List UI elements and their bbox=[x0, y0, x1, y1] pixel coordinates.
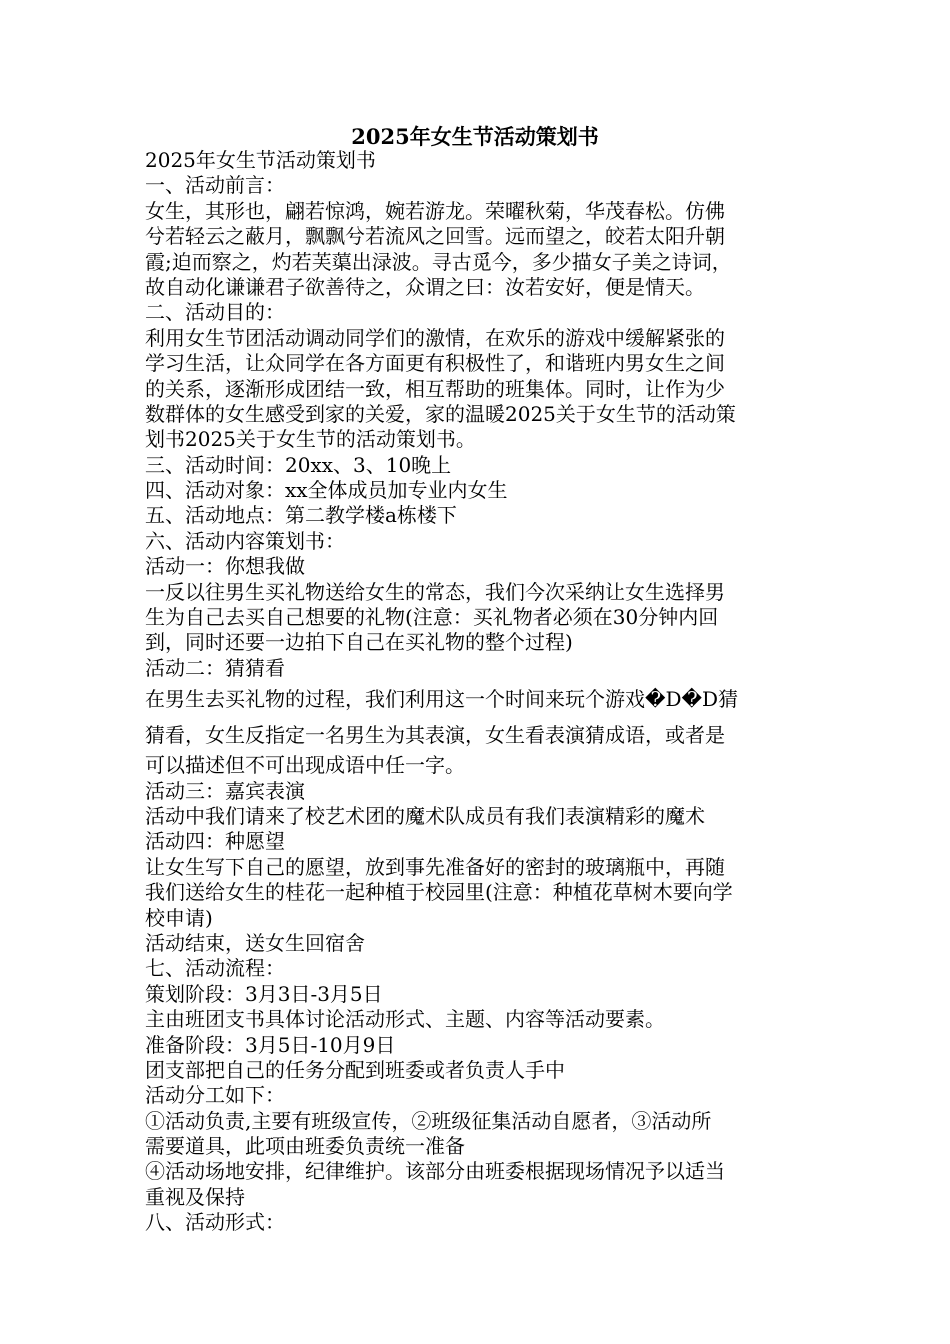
section-heading: 五、活动地点：第二教学楼a栋楼下 bbox=[145, 503, 457, 528]
section-heading: 一、活动前言： bbox=[145, 173, 285, 198]
text-line: 我们送给女生的桂花一起种植于校园里(注意：种植花草树木要向学 bbox=[145, 880, 733, 905]
text-line: 生为自己去买自己想要的礼物(注意：买礼物者必须在30分钟内回 bbox=[145, 605, 719, 630]
text-line: 策划阶段：3月3日-3月5日 bbox=[145, 981, 383, 1006]
text-line: 活动结束，送女生回宿舍 bbox=[145, 930, 365, 955]
activity-heading: 活动三：嘉宾表演 bbox=[145, 778, 305, 803]
text-line: ④活动场地安排，纪律维护。该部分由班委根据现场情况予以适当 bbox=[145, 1159, 725, 1184]
text-line: 利用女生节团活动调动同学们的激情，在欢乐的游戏中缓解紧张的 bbox=[145, 325, 725, 350]
text-line: 活动中我们请来了校艺术团的魔术队成员有我们表演精彩的魔术 bbox=[145, 803, 705, 828]
section-heading: 六、活动内容策划书： bbox=[145, 528, 345, 553]
document-title: 2025年女生节活动策划书 bbox=[351, 124, 599, 149]
document-body bbox=[145, 148, 810, 1236]
text-line: 故自动化谦谦君子欲善待之，众谓之曰：汝若安好，便是情天。 bbox=[145, 274, 705, 299]
section-heading: 三、活动时间：20xx、3、10晚上 bbox=[145, 452, 452, 477]
text-line: 学习生活，让众同学在各方面更有积极性了，和谐班内男女生之间 bbox=[145, 351, 725, 376]
section-heading: 七、活动流程： bbox=[145, 956, 285, 981]
activity-heading: 活动一：你想我做 bbox=[145, 554, 305, 579]
text-line: 兮若轻云之蔽月，飘飘兮若流风之回雪。远而望之，皎若太阳升朝 bbox=[145, 224, 725, 249]
text-line: 猜看，女生反指定一名男生为其表演，女生看表演猜成语，或者是 bbox=[145, 723, 725, 748]
text-line: 主由班团支书具体讨论活动形式、主题、内容等活动要素。 bbox=[145, 1007, 665, 1032]
text-line: 可以描述但不可出现成语中任一字。 bbox=[145, 753, 465, 778]
text-line: 一反以往男生买礼物送给女生的常态，我们今次采纳让女生选择男 bbox=[145, 579, 725, 604]
text-line: 活动分工如下： bbox=[145, 1083, 285, 1108]
text-line: ①活动负责,主要有班级宣传，②班级征集活动自愿者，③活动所 bbox=[145, 1108, 712, 1133]
activity-heading: 活动二：猜猜看 bbox=[145, 655, 285, 680]
text-line: 团支部把自己的任务分配到班委或者负责人手中 bbox=[145, 1057, 565, 1082]
text-line: 到，同时还要一边拍下自己在买礼物的整个过程) bbox=[145, 630, 573, 655]
section-heading: 二、活动目的： bbox=[145, 300, 285, 325]
text-line: 女生，其形也，翩若惊鸿，婉若游龙。荣曜秋菊，华茂春松。仿佛 bbox=[145, 198, 725, 223]
text-line: 2025年女生节活动策划书 bbox=[145, 148, 376, 172]
text-line: 在男生去买礼物的过程，我们利用这一个时间来玩个游戏�D�D猜 bbox=[145, 687, 739, 712]
text-line: 的关系，逐渐形成团结一致，相互帮助的班集体。同时，让作为少 bbox=[145, 376, 725, 401]
section-heading: 四、活动对象：xx全体成员加专业内女生 bbox=[145, 478, 508, 503]
text-line: 需要道具，此项由班委负责统一准备 bbox=[145, 1134, 465, 1159]
activity-heading: 活动四：种愿望 bbox=[145, 829, 285, 854]
text-line: 霞;迫而察之，灼若芙蕖出渌波。寻古觅今，多少描女子美之诗词， bbox=[145, 249, 732, 274]
text-line: 准备阶段：3月5日-10月9日 bbox=[145, 1032, 396, 1057]
text-line: 让女生写下自己的愿望，放到事先准备好的密封的玻璃瓶中，再随 bbox=[145, 854, 725, 879]
section-heading: 八、活动形式： bbox=[145, 1210, 285, 1235]
text-line: 数群体的女生感受到家的关爱，家的温暖2025关于女生节的活动策 bbox=[145, 401, 736, 426]
text-line: 校申请) bbox=[145, 905, 213, 930]
text-line: 划书2025关于女生节的活动策划书。 bbox=[145, 427, 476, 452]
text-line: 重视及保持 bbox=[145, 1184, 245, 1209]
